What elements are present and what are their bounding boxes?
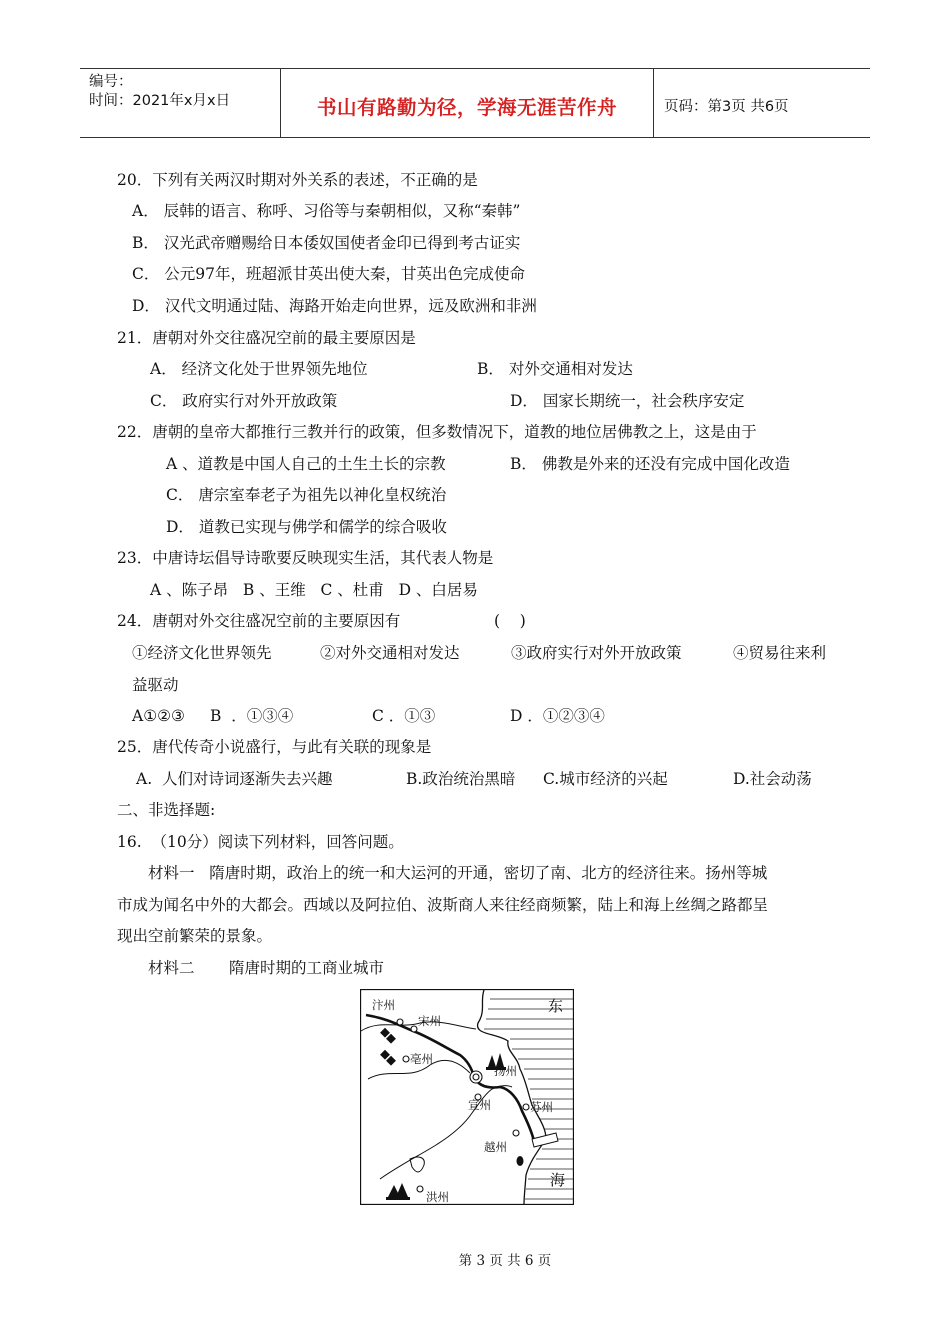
question-24-item-2: ②对外交通相对发达	[320, 644, 460, 662]
question-22-option-d: D． 道教已实现与佛学和儒学的综合吸收	[166, 518, 447, 536]
header-meta-cell	[80, 69, 281, 137]
section-2-title: 二、非选择题:	[117, 801, 216, 819]
map-label-xuanzhou: 宣州	[468, 1100, 491, 1112]
map-label-hai: 海	[550, 1172, 566, 1189]
question-22-option-c: C． 唐宗室奉老子为祖先以神化皇权统治	[166, 486, 447, 504]
sui-tang-cities-map	[360, 989, 574, 1205]
question-24-stem: 24．唐朝对外交往盛况空前的主要原因有	[117, 612, 401, 630]
question-21-options-row2	[0, 391, 950, 411]
question-22-option-a: A 、道教是中国人自己的土生土长的宗教	[166, 455, 446, 473]
header-page-info: 页码：第3页 共6页	[664, 98, 789, 115]
question-20-option-c: C． 公元97年，班超派甘英出使大秦，甘英出色完成使命	[132, 265, 526, 283]
question-24-items-row	[0, 643, 950, 663]
serial-label: 编号：	[89, 74, 133, 90]
question-24-option-d: D ．①②③④	[510, 707, 605, 725]
city-marker-suzhou	[523, 1104, 529, 1110]
question-21-stem: 21．唐朝对外交往盛况空前的最主要原因是	[117, 329, 416, 347]
question-21-option-b: B． 对外交通相对发达	[477, 360, 633, 378]
question-24-options-row	[0, 706, 950, 726]
question-23-stem: 23．中唐诗坛倡导诗歌要反映现实生活，其代表人物是	[117, 549, 494, 567]
question-16-stem: 16. （10分）阅读下列材料，回答问题。	[117, 833, 404, 851]
city-marker-yangzhou-inner	[473, 1074, 479, 1080]
question-24-answer-paren: ( )	[494, 612, 526, 630]
question-20-option-a: A． 辰韩的语言、称呼、习俗等与秦朝相似，又称“秦韩”	[132, 202, 521, 220]
map-label-yangzhou: 扬州	[494, 1066, 517, 1078]
material-2-caption: 材料二 隋唐时期的工商业城市	[148, 959, 384, 977]
question-24-item-4-cont: 益驱动	[132, 676, 179, 694]
question-25-option-d: D.社会动荡	[733, 770, 812, 788]
question-25-option-a: A. 人们对诗词逐渐失去兴趣	[136, 770, 333, 788]
question-24-stem-row	[0, 611, 950, 631]
question-21-options-row1	[0, 359, 950, 379]
map-label-bozhou: 亳州	[410, 1054, 433, 1066]
material-1-line-1: 材料一 隋唐时期，政治上的统一和大运河的开通，密切了南、北方的经济往来。扬州等城	[148, 864, 768, 882]
map-label-yuezhou: 越州	[484, 1142, 507, 1154]
question-25-options-row	[0, 769, 950, 789]
map-label-bianzhou: 汴州	[372, 1000, 395, 1012]
material-1-line-2: 市成为闻名中外的大都会。西域以及阿拉伯、波斯商人来往经商频繁，陆上和海上丝绸之路都呈	[117, 896, 769, 914]
question-23-options: A 、陈子昂 B 、王维 C 、杜甫 D 、白居易	[150, 581, 478, 599]
question-24-option-c: C ．①③	[372, 707, 436, 725]
map-label-songzhou: 宋州	[418, 1016, 441, 1028]
map-label-dong: 东	[548, 998, 564, 1015]
question-22-option-b: B． 佛教是外来的还没有完成中国化改造	[510, 455, 790, 473]
header-table	[80, 68, 870, 138]
question-24-option-a: A①②③	[132, 707, 185, 725]
city-marker-bianzhou	[397, 1019, 403, 1025]
question-22-stem: 22．唐朝的皇帝大都推行三教并行的政策，但多数情况下，道教的地位居佛教之上，这是由于	[117, 423, 757, 441]
question-21-option-d: D． 国家长期统一，社会秩序安定	[510, 392, 745, 410]
header-motto: 书山有路勤为径，学海无涯苦作舟	[281, 69, 654, 137]
question-25-stem: 25．唐代传奇小说盛行，与此有关联的现象是	[117, 738, 432, 756]
map-label-hongzhou: 洪州	[426, 1192, 449, 1204]
date-label: 时间：2021年x月x日	[89, 93, 231, 109]
question-24-item-1: ①经济文化世界领先	[132, 644, 272, 662]
question-21-option-c: C． 政府实行对外开放政策	[150, 392, 338, 410]
city-marker-yuezhou	[513, 1130, 519, 1136]
question-21-option-a: A． 经济文化处于世界领先地位	[150, 360, 368, 378]
question-25-option-c: C.城市经济的兴起	[543, 770, 668, 788]
question-24-item-4: ④贸易往来利	[733, 644, 827, 662]
question-20-option-b: B． 汉光武帝赠赐给日本倭奴国使者金印已得到考古证实	[132, 234, 521, 252]
question-25-option-b: B.政治统治黑暗	[406, 770, 516, 788]
question-22-options-row1	[0, 454, 950, 474]
question-24-item-3: ③政府实行对外开放政策	[511, 644, 682, 662]
city-marker-hongzhou	[417, 1186, 423, 1192]
page-footer: 第 3 页 共 6 页	[458, 1253, 552, 1269]
map-label-suzhou: 苏州	[530, 1102, 553, 1114]
question-20-stem: 20．下列有关两汉时期对外关系的表述，不正确的是	[117, 171, 478, 189]
question-20-option-d: D． 汉代文明通过陆、海路开始走向世界，远及欧洲和非洲	[132, 297, 537, 315]
city-marker-bozhou	[403, 1056, 409, 1062]
city-marker-songzhou	[411, 1026, 417, 1032]
question-24-option-b: B ．①③④	[210, 707, 294, 725]
material-1-line-3: 现出空前繁荣的景象。	[117, 927, 273, 945]
